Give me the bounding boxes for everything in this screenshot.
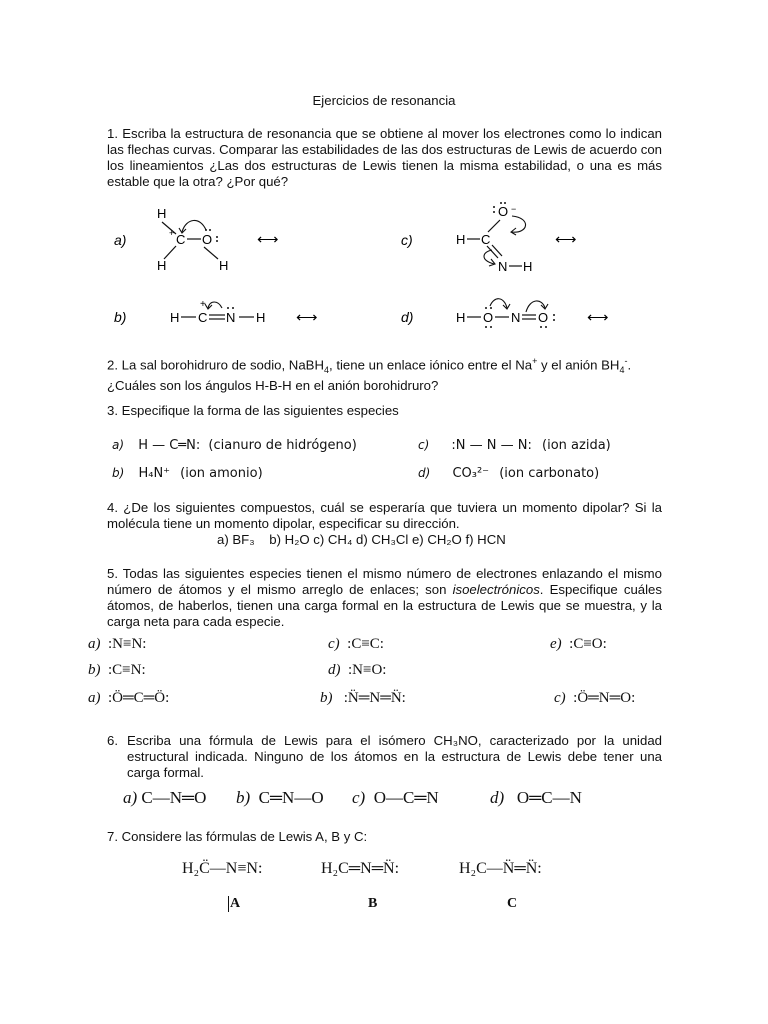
atom-c: C: [481, 232, 491, 247]
atom-h: H: [456, 310, 466, 325]
question-6-text: Escriba una fórmula de Lewis para el isómero CH₃NO, caracterizado por la unidad estructural indicada. Ninguno de los átomos en la estructura de Lewis debe tener una carga formal.: [127, 733, 662, 780]
resonance-arrow-a: ⟷: [257, 231, 279, 248]
question-6-options: a) C—N═O b) C═N—O c) O—C═N d) O═C—N: [123, 788, 582, 807]
atom-h2: H: [256, 310, 266, 325]
option-e: e) CH₂O: [411, 532, 462, 547]
atom-h-n: H: [523, 259, 533, 274]
resonance-arrow-d: ⟷: [587, 309, 609, 326]
question-5-species: a) :N≡N: c) :C≡C: e) :C≡O: b) :C≡N: d) :N≡O: a) :Ö═C═Ö: b) :N̈═N═N̈: c) :Ö═N═O:: [88, 636, 636, 706]
question-4-text: 4. ¿De los siguientes compuestos, cuál se esperaría que tuviera un momento dipolar? Si la molécula tiene un momento dipolar, especificar su dirección.: [107, 500, 662, 531]
question-4-options: [217, 532, 506, 548]
charge-plus: +: [200, 299, 206, 310]
atom-h: H: [456, 232, 466, 247]
option-d: d) CH₃Cl: [356, 532, 409, 547]
question-5-text: 5. Todas las siguientes especies tienen el mismo número de electrones enlazando el mismo número de átomos y el mismo arreglo de enlaces; son isoelectrónicos. Especifique cuáles átomos, de haberlos, tienen una carga formal en la estructura de Lewis que se muestra, y la carga neta para cada especie.: [107, 566, 662, 629]
label-a: A: [230, 896, 241, 911]
label-c: c): [401, 232, 413, 248]
atom-h-bl: H: [157, 258, 167, 273]
curved-arrow: [182, 220, 206, 232]
label-a: a): [114, 232, 127, 248]
atom-o: O: [498, 204, 509, 219]
question-1-text: 1. Escriba la estructura de resonancia que se obtiene al mover los electrones como lo indican las flechas curvas. Comparar las estabilidades de las dos estructuras de Lewis de acuerdo con los lineamientos ¿Las dos estructuras de Lewis tienen la misma estabilidad, o una es más estable que la otra? ¿Por qué?: [107, 126, 662, 189]
atom-o1: O: [483, 310, 494, 325]
atom-c: C: [198, 310, 208, 325]
question-7-text: 7. Considere las fórmulas de Lewis A, B y C:: [107, 829, 368, 844]
label-c: C: [507, 896, 518, 911]
page-title: Ejercicios de resonancia: [312, 93, 456, 108]
formula-b: H₂C═N═N̈:: [321, 860, 400, 877]
option-f: f) HCN: [465, 532, 506, 547]
option-a: a) BF₃: [217, 532, 255, 547]
atom-o2: O: [538, 310, 549, 325]
label-d: d): [401, 309, 414, 325]
formula-a: H₂C̈—N≡N:: [182, 860, 263, 877]
formula-c: H₂C—N̈═N̈:: [459, 860, 542, 877]
atom-o: O: [202, 232, 213, 247]
label-b: B: [368, 896, 378, 911]
option-c: c) CH₄: [313, 532, 353, 547]
option-b: b) H₂O: [269, 532, 310, 547]
question-7-formulas: [182, 860, 602, 920]
atom-h-br: H: [219, 258, 229, 273]
question-2-text: 2. La sal borohidruro de sodio, NaBH$_4$, tiene un enlace iónico entre el Na+ y el anión $BH_4^-$. ¿Cuáles son los ángulos H-B-H en el anión borohidruro?: [107, 356, 632, 394]
label-b: b): [114, 309, 127, 325]
atom-h-top: H: [157, 206, 167, 221]
charge-plus: +: [169, 228, 175, 238]
atom-n: N: [511, 310, 521, 325]
atom-n: N: [226, 310, 236, 325]
question-6-number: 6.: [107, 733, 118, 748]
atom-c: C: [176, 232, 186, 247]
question-3-text: 3. Especifique la forma de las siguientes especies: [107, 403, 399, 418]
atom-h1: H: [170, 310, 180, 325]
atom-n: N: [498, 259, 508, 274]
charge-minus: −: [511, 204, 517, 214]
resonance-arrow-b: ⟷: [296, 309, 318, 326]
resonance-arrow-c: ⟷: [555, 231, 577, 248]
resonance-structures: [100, 200, 660, 340]
